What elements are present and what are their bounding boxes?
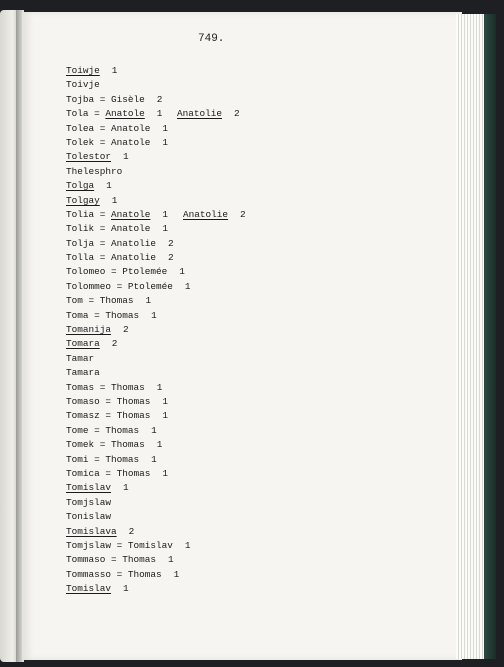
entry-count: 1 [151, 309, 157, 321]
entry-name: Tomislav [66, 583, 112, 595]
alternate-count: 2 [240, 208, 246, 220]
entry-name: Tojba = Gisèle [66, 93, 145, 105]
list-item [66, 165, 191, 179]
entry-count: 1 [179, 266, 185, 278]
entry-count: 1 [156, 381, 163, 393]
list-item [66, 280, 191, 294]
list-item [66, 352, 191, 366]
list-item [66, 481, 191, 495]
list-item [66, 179, 191, 193]
list-item [66, 453, 191, 467]
list-item [66, 381, 191, 395]
entry-name: Tonislaw [66, 511, 112, 523]
entry-count: 1 [162, 395, 169, 407]
entry-name: Tolik = Anatole [66, 223, 151, 235]
list-item [66, 309, 191, 323]
entry-name: Tomislava [66, 525, 117, 537]
entry-name: Tolja = Anatolie [66, 237, 157, 249]
list-item [66, 136, 191, 150]
entry-count: 1 [156, 439, 163, 451]
list-item [66, 496, 191, 510]
entry-count: 1 [111, 65, 118, 76]
book-cover-edge [484, 14, 496, 659]
entry-name: Tomasz = Thomas [66, 410, 151, 422]
entry-count: 2 [111, 338, 118, 350]
entry-count: 2 [128, 525, 135, 537]
entry-name: Tolek = Anatole [66, 136, 151, 148]
list-item [66, 222, 191, 236]
list-item [66, 424, 191, 438]
entry-count: 2 [123, 324, 129, 336]
list-item [66, 539, 191, 553]
entry-name: Tolomeo = Ptolemée [66, 266, 168, 278]
entry-count: 1 [162, 410, 169, 422]
entry-name: Toiwje [66, 65, 100, 76]
entry-name: Tomjslaw = Tomislav [66, 539, 173, 551]
entry-count: 1 [123, 151, 129, 163]
entry-name: Tomica = Thomas [66, 467, 151, 479]
list-item [66, 467, 191, 481]
list-item [66, 568, 191, 582]
entry-name: Tomjslaw [66, 496, 112, 508]
entry-count: 1 [123, 482, 129, 494]
entry-name: Tomaso = Thomas [66, 395, 151, 407]
list-item [66, 438, 191, 452]
entry-count: 1 [151, 424, 157, 436]
entry-name: Tamar [66, 352, 95, 364]
entry-reference: Anatole [111, 208, 151, 220]
entry-count: 1 [162, 208, 169, 220]
entry-count: 2 [168, 252, 174, 264]
entry-name: Tolea = Anatole [66, 122, 151, 134]
list-item [66, 366, 191, 380]
entry-count: 1 [162, 467, 169, 479]
list-item [66, 150, 191, 164]
entry-name: Tolommeo = Ptolemée [66, 280, 173, 292]
entry-count: 2 [168, 237, 174, 249]
entry-name: Tolestor [66, 151, 112, 163]
entry-count: 1 [184, 280, 191, 292]
entry-name: Tomek = Thomas [66, 439, 145, 451]
list-item [66, 194, 191, 208]
entry-name: Tamara [66, 367, 100, 379]
entry-count: 1 [184, 539, 191, 551]
entry-count: 1 [145, 295, 152, 307]
alternate-name: Anatolie [183, 208, 229, 220]
name-list [66, 64, 246, 596]
entry-count: 1 [151, 453, 157, 465]
alternate-count: 2 [234, 108, 240, 120]
list-item [66, 525, 191, 539]
entry-count: 2 [156, 93, 163, 105]
entry-name: Tolgay [66, 194, 100, 206]
entry-name: Tom = Thomas [66, 295, 134, 307]
entry-name: Tomanija [66, 324, 112, 336]
list-item [66, 395, 191, 409]
entry-name: Tommaso = Thomas [66, 554, 157, 566]
entry-name: Tolla = Anatolie [66, 252, 157, 264]
list-item [66, 107, 240, 121]
list-item [66, 294, 191, 308]
entry-name: Tola = [66, 108, 106, 120]
list-item [66, 409, 191, 423]
entry-name: Tolia = [66, 208, 112, 220]
list-item [66, 323, 191, 337]
list-item [66, 337, 191, 351]
list-item [66, 93, 191, 107]
entry-alternate [177, 107, 240, 121]
list-item [66, 64, 191, 78]
entry-count: 1 [156, 108, 163, 120]
page-number: 749. [198, 33, 225, 45]
list-item [66, 582, 191, 596]
entry-name: Toma = Thomas [66, 309, 140, 321]
entry-count: 1 [162, 223, 169, 235]
entry-name: Toivje [66, 79, 100, 91]
entry-name: Tomi = Thomas [66, 453, 140, 465]
entry-count: 1 [111, 194, 118, 206]
alternate-name: Anatolie [177, 108, 223, 120]
list-item [66, 265, 191, 279]
entry-name: Tolga [66, 180, 95, 192]
entry-name: Thelesphro [66, 165, 123, 177]
entry-count: 1 [162, 122, 169, 134]
list-item [66, 510, 191, 524]
entry-count: 1 [173, 568, 180, 580]
entry-name: Tomislav [66, 482, 112, 494]
list-item [66, 122, 191, 136]
entry-name: Tomas = Thomas [66, 381, 145, 393]
entry-name: Tommasso = Thomas [66, 568, 162, 580]
list-item [66, 237, 191, 251]
entry-count: 1 [106, 180, 112, 192]
entry-count: 1 [162, 136, 169, 148]
entry-count: 1 [168, 554, 174, 566]
list-item [66, 553, 191, 567]
entry-reference: Anatole [105, 108, 145, 120]
list-item [66, 208, 246, 222]
entry-name: Tome = Thomas [66, 424, 140, 436]
list-item [66, 78, 191, 92]
list-item [66, 251, 191, 265]
entry-count: 1 [123, 583, 129, 595]
entry-alternate [183, 208, 246, 222]
entry-name: Tomara [66, 338, 100, 350]
